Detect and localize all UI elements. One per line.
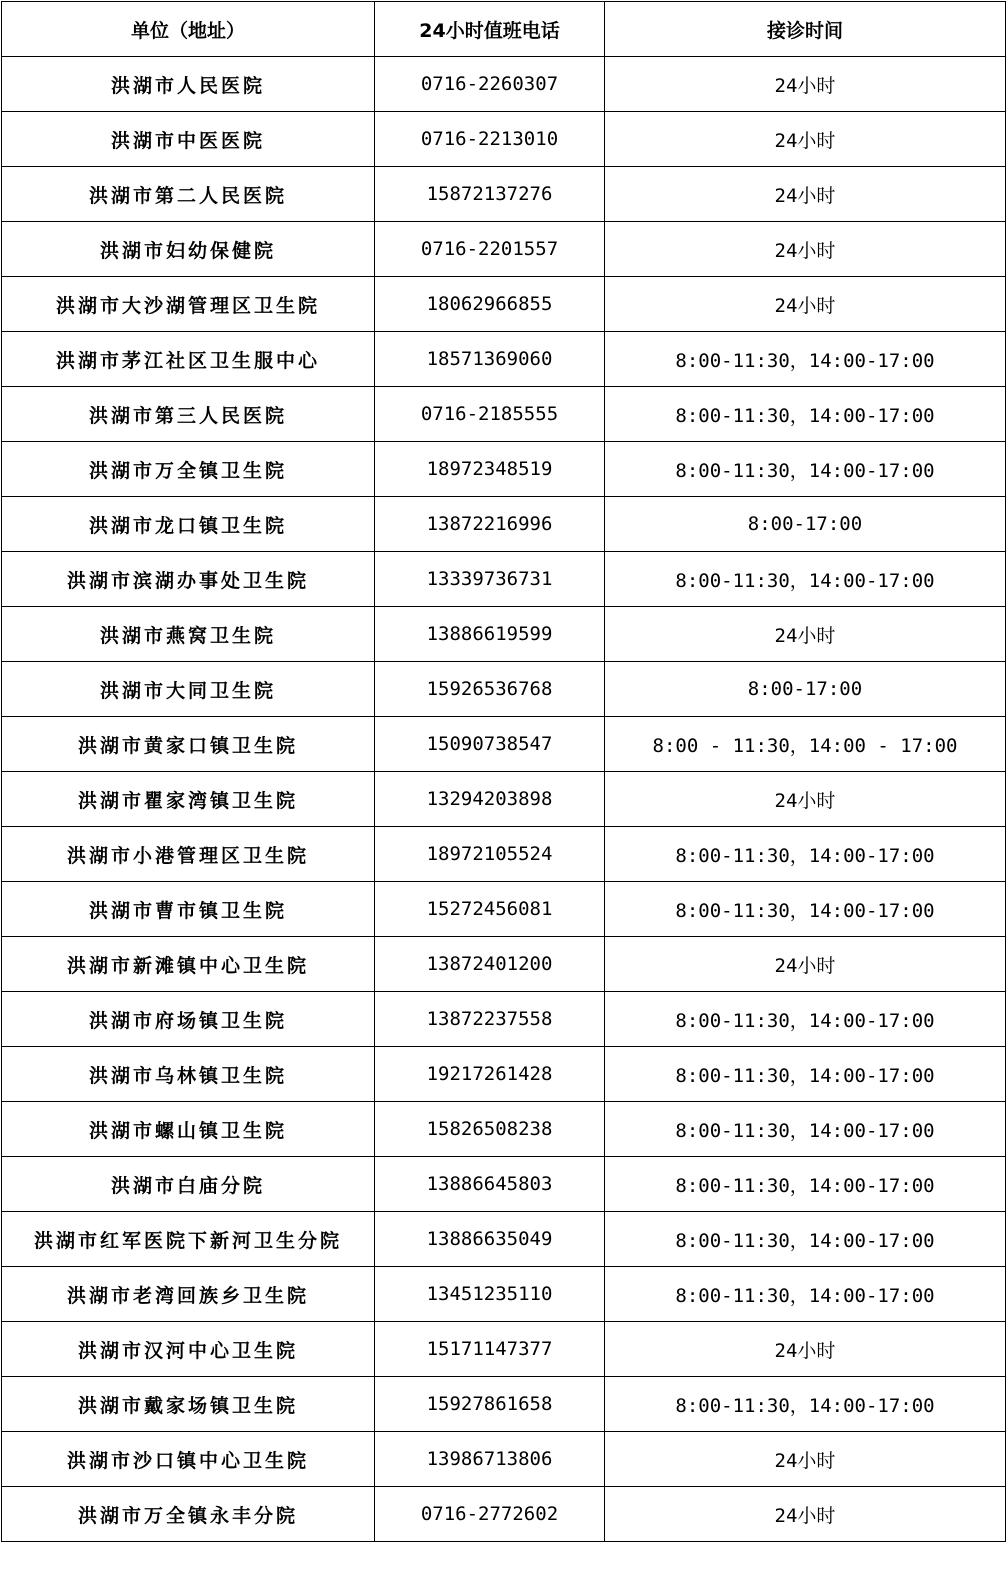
unit-cell: 洪湖市第二人民医院	[2, 167, 375, 222]
table-row	[2, 607, 1006, 662]
table-row	[2, 1432, 1006, 1487]
phone-cell: 13886635049	[375, 1212, 605, 1267]
table-row	[2, 1102, 1006, 1157]
phone-cell: 13872401200	[375, 937, 605, 992]
unit-cell: 洪湖市燕窝卫生院	[2, 607, 375, 662]
hours-cell: 8:00-17:00	[605, 497, 1006, 552]
hours-cell: 8:00-11:30，14:00-17:00	[605, 1102, 1006, 1157]
hospital-contact-table	[1, 1, 1006, 1542]
hours-cell: 8:00-11:30，14:00-17:00	[605, 1047, 1006, 1102]
unit-cell: 洪湖市戴家场镇卫生院	[2, 1377, 375, 1432]
hours-cell: 24小时	[605, 937, 1006, 992]
hours-cell: 8:00-11:30，14:00-17:00	[605, 332, 1006, 387]
table-row	[2, 112, 1006, 167]
unit-cell: 洪湖市老湾回族乡卫生院	[2, 1267, 375, 1322]
phone-cell: 15090738547	[375, 717, 605, 772]
phone-cell: 0716-2185555	[375, 387, 605, 442]
hours-cell: 8:00-11:30，14:00-17:00	[605, 1212, 1006, 1267]
hours-cell: 24小时	[605, 57, 1006, 112]
table-row	[2, 497, 1006, 552]
unit-cell: 洪湖市汉河中心卫生院	[2, 1322, 375, 1377]
table-row	[2, 387, 1006, 442]
phone-cell: 15926536768	[375, 662, 605, 717]
table-row	[2, 442, 1006, 497]
hours-cell: 8:00-11:30，14:00-17:00	[605, 387, 1006, 442]
hours-cell: 8:00-11:30，14:00-17:00	[605, 992, 1006, 1047]
table-row	[2, 1487, 1006, 1542]
unit-cell: 洪湖市黄家口镇卫生院	[2, 717, 375, 772]
phone-cell: 18062966855	[375, 277, 605, 332]
phone-cell: 15171147377	[375, 1322, 605, 1377]
phone-cell: 13886645803	[375, 1157, 605, 1212]
table-row	[2, 1047, 1006, 1102]
phone-cell: 15927861658	[375, 1377, 605, 1432]
phone-cell: 13294203898	[375, 772, 605, 827]
hours-cell: 8:00-11:30，14:00-17:00	[605, 1377, 1006, 1432]
unit-cell: 洪湖市瞿家湾镇卫生院	[2, 772, 375, 827]
table-header	[2, 2, 1006, 57]
table-row	[2, 332, 1006, 387]
table-row	[2, 717, 1006, 772]
unit-cell: 洪湖市茅江社区卫生服中心	[2, 332, 375, 387]
phone-cell: 13872237558	[375, 992, 605, 1047]
unit-cell: 洪湖市白庙分院	[2, 1157, 375, 1212]
header-phone: 24小时值班电话	[375, 2, 605, 57]
table-row	[2, 882, 1006, 937]
unit-cell: 洪湖市大同卫生院	[2, 662, 375, 717]
table-row	[2, 1267, 1006, 1322]
unit-cell: 洪湖市万全镇卫生院	[2, 442, 375, 497]
phone-cell: 18972105524	[375, 827, 605, 882]
phone-cell: 18571369060	[375, 332, 605, 387]
hours-cell: 24小时	[605, 1322, 1006, 1377]
table-row	[2, 827, 1006, 882]
table-row	[2, 57, 1006, 112]
unit-cell: 洪湖市龙口镇卫生院	[2, 497, 375, 552]
table-row	[2, 992, 1006, 1047]
table-row	[2, 1212, 1006, 1267]
table-row	[2, 552, 1006, 607]
hours-cell: 8:00-11:30，14:00-17:00	[605, 1157, 1006, 1212]
unit-cell: 洪湖市人民医院	[2, 57, 375, 112]
unit-cell: 洪湖市第三人民医院	[2, 387, 375, 442]
header-row	[2, 2, 1006, 57]
hours-cell: 24小时	[605, 277, 1006, 332]
hours-cell: 24小时	[605, 1432, 1006, 1487]
table-row	[2, 937, 1006, 992]
table-body	[2, 57, 1006, 1542]
phone-cell: 13451235110	[375, 1267, 605, 1322]
unit-cell: 洪湖市曹市镇卫生院	[2, 882, 375, 937]
phone-cell: 15826508238	[375, 1102, 605, 1157]
unit-cell: 洪湖市府场镇卫生院	[2, 992, 375, 1047]
hours-cell: 8:00 - 11:30，14:00 - 17:00	[605, 717, 1006, 772]
hours-cell: 24小时	[605, 112, 1006, 167]
unit-cell: 洪湖市新滩镇中心卫生院	[2, 937, 375, 992]
hours-cell: 8:00-17:00	[605, 662, 1006, 717]
table-row	[2, 167, 1006, 222]
hours-cell: 8:00-11:30，14:00-17:00	[605, 882, 1006, 937]
hours-cell: 8:00-11:30，14:00-17:00	[605, 442, 1006, 497]
header-hours: 接诊时间	[605, 2, 1006, 57]
phone-cell: 0716-2213010	[375, 112, 605, 167]
phone-cell: 18972348519	[375, 442, 605, 497]
phone-cell: 13886619599	[375, 607, 605, 662]
hours-cell: 24小时	[605, 222, 1006, 277]
hours-cell: 8:00-11:30，14:00-17:00	[605, 1267, 1006, 1322]
unit-cell: 洪湖市沙口镇中心卫生院	[2, 1432, 375, 1487]
unit-cell: 洪湖市妇幼保健院	[2, 222, 375, 277]
phone-cell: 0716-2260307	[375, 57, 605, 112]
phone-cell: 15872137276	[375, 167, 605, 222]
hours-cell: 8:00-11:30，14:00-17:00	[605, 552, 1006, 607]
hours-cell: 24小时	[605, 167, 1006, 222]
phone-cell: 13872216996	[375, 497, 605, 552]
unit-cell: 洪湖市乌林镇卫生院	[2, 1047, 375, 1102]
header-unit: 单位（地址）	[2, 2, 375, 57]
phone-cell: 13986713806	[375, 1432, 605, 1487]
table-row	[2, 1322, 1006, 1377]
phone-cell: 19217261428	[375, 1047, 605, 1102]
unit-cell: 洪湖市滨湖办事处卫生院	[2, 552, 375, 607]
table-row	[2, 277, 1006, 332]
unit-cell: 洪湖市大沙湖管理区卫生院	[2, 277, 375, 332]
table-row	[2, 1157, 1006, 1212]
unit-cell: 洪湖市中医医院	[2, 112, 375, 167]
phone-cell: 0716-2201557	[375, 222, 605, 277]
phone-cell: 15272456081	[375, 882, 605, 937]
unit-cell: 洪湖市小港管理区卫生院	[2, 827, 375, 882]
table-row	[2, 222, 1006, 277]
phone-cell: 13339736731	[375, 552, 605, 607]
unit-cell: 洪湖市红军医院下新河卫生分院	[2, 1212, 375, 1267]
hours-cell: 8:00-11:30，14:00-17:00	[605, 827, 1006, 882]
hours-cell: 24小时	[605, 772, 1006, 827]
hours-cell: 24小时	[605, 1487, 1006, 1542]
unit-cell: 洪湖市螺山镇卫生院	[2, 1102, 375, 1157]
phone-cell: 0716-2772602	[375, 1487, 605, 1542]
unit-cell: 洪湖市万全镇永丰分院	[2, 1487, 375, 1542]
table-row	[2, 662, 1006, 717]
table-row	[2, 1377, 1006, 1432]
table-row	[2, 772, 1006, 827]
hours-cell: 24小时	[605, 607, 1006, 662]
